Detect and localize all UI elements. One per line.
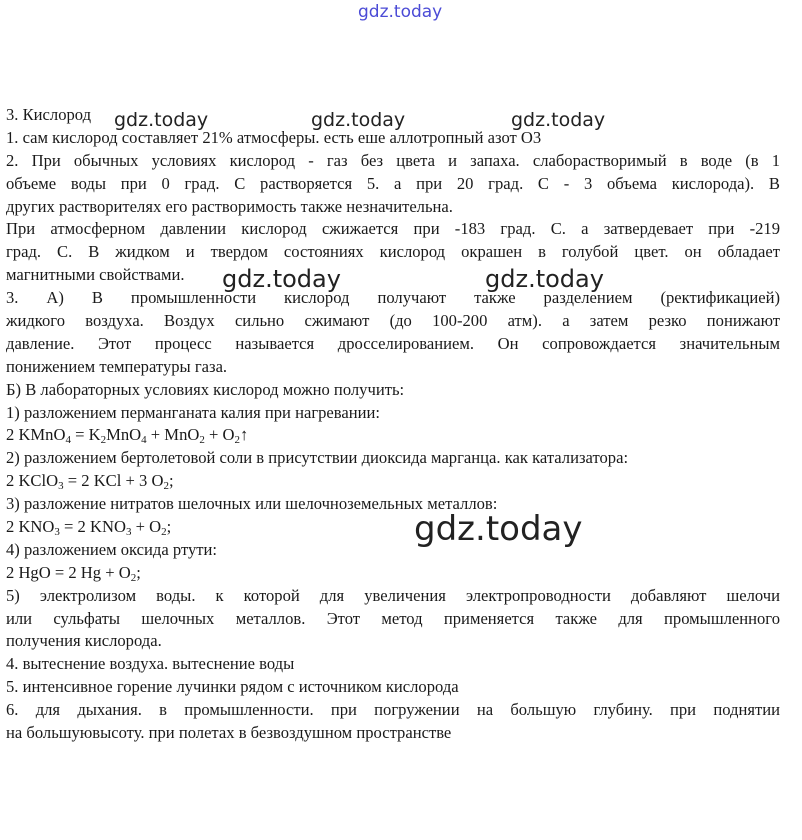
text-line: 3. А) В промышленности кислород получают также разделением (ректификацией) <box>6 288 780 308</box>
watermark-mid-1: gdz.today <box>222 265 341 293</box>
document-body <box>6 104 780 745</box>
text-line: других растворителях его растворимость также незначительна. <box>6 196 453 216</box>
text-line: на большуювысоту. при полетах в безвоздушном пространстве <box>6 723 452 743</box>
watermark-top: gdz.today <box>358 2 443 22</box>
subscript: 2 <box>130 571 137 584</box>
subscript: 2 <box>161 526 167 539</box>
text-line: 4. вытеснение воздуха. вытеснение воды <box>6 654 295 674</box>
equation-text: 2 KMnO <box>6 425 66 445</box>
text-line: 3. Кислород <box>6 105 92 124</box>
text-line: жидкого воздуха. Воздух сильно сжимают (до 100-200 атм). а затем резко понижают <box>6 311 780 331</box>
text-line: 2) разложением бертолетовой соли в присутствии диоксида марганца. как катализатора: <box>6 448 629 468</box>
equation-text: 2 KClO <box>6 471 59 491</box>
text-line: 3) разложение нитратов шелочных или шелочноземельных металлов: <box>6 494 498 514</box>
text-line: магнитными свойствами. <box>6 265 185 285</box>
equation-text: = K <box>70 425 101 445</box>
text-line: град. С. В жидком и твердом состояниях кислород окрашен в голубой цвет. он обладает <box>6 242 780 262</box>
equation-text: MnO <box>106 425 142 445</box>
subscript: 2 <box>199 434 205 447</box>
watermark-big: gdz.today <box>414 509 583 549</box>
equation-text: ; <box>166 517 172 537</box>
text-line: понижением температуры газа. <box>6 356 228 376</box>
watermark-mid-2: gdz.today <box>485 265 604 293</box>
subscript: 2 <box>163 480 169 493</box>
equation-text: + O <box>204 425 235 445</box>
text-line: 5. интенсивное горение лучинки рядом с источником кислорода <box>6 677 459 697</box>
equation-line <box>6 562 780 585</box>
equation-text: 2 HgO = 2 Hg + O <box>6 562 131 582</box>
equation-text: = 2 KNO <box>59 517 126 537</box>
equation-line <box>6 424 780 447</box>
watermark-header-1: gdz.today <box>114 109 209 131</box>
text-line: 2. При обычных условиях кислород - газ без цвета и запаха. слаборастворимый в воде (в 1 <box>6 150 780 170</box>
equation-text: = 2 KCl + 3 O <box>63 471 164 491</box>
subscript: 3 <box>58 480 64 493</box>
text-line: 1) разложением перманганата калия при нагревании: <box>6 402 381 422</box>
subscript: 3 <box>54 526 60 539</box>
equation-text: ; <box>136 562 141 582</box>
subscript: 4 <box>65 434 71 447</box>
text-line: или сульфаты шелочных металлов. Этот метод применяется также для промышленного <box>6 608 780 628</box>
subscript: 2 <box>100 434 107 447</box>
subscript: 4 <box>141 434 147 447</box>
equation-line <box>6 516 780 539</box>
text-line: 6. для дыхания. в промышленности. при погружении на большую глубину. при поднятии <box>6 700 780 720</box>
text-line: При атмосферном давлении кислород сжижается при -183 град. С. а затвердевает при -219 <box>6 219 780 239</box>
text-line: объеме воды при 0 град. С растворяется 5. а при 20 град. С - 3 объема кислорода). В <box>6 173 780 193</box>
equation-text: ; <box>168 471 174 491</box>
text-line: давление. Этот процесс называется дросселированием. Он сопровождается значительным <box>6 333 780 353</box>
watermark-header-2: gdz.today <box>311 109 406 131</box>
equation-text: ↑ <box>240 425 249 445</box>
text-line: получения кислорода. <box>6 631 162 651</box>
equation-text: + O <box>131 517 162 537</box>
subscript: 3 <box>125 526 132 539</box>
text-line: 5) электролизом воды. к которой для увеличения электропроводности добавляют шелочи <box>6 585 780 605</box>
watermark-header-3: gdz.today <box>511 109 606 131</box>
equation-text: 2 KNO <box>6 517 55 537</box>
text-line: 4) разложением оксида ртути: <box>6 539 218 559</box>
text-line: Б) В лабораторных условиях кислород можно получить: <box>6 379 405 399</box>
equation-text: + MnO <box>146 425 200 445</box>
text-line: 1. сам кислород составляет 21% атмосферы. есть еше аллотропный азот О3 <box>6 127 542 147</box>
equation-line <box>6 470 780 493</box>
subscript: 2 <box>234 434 240 447</box>
